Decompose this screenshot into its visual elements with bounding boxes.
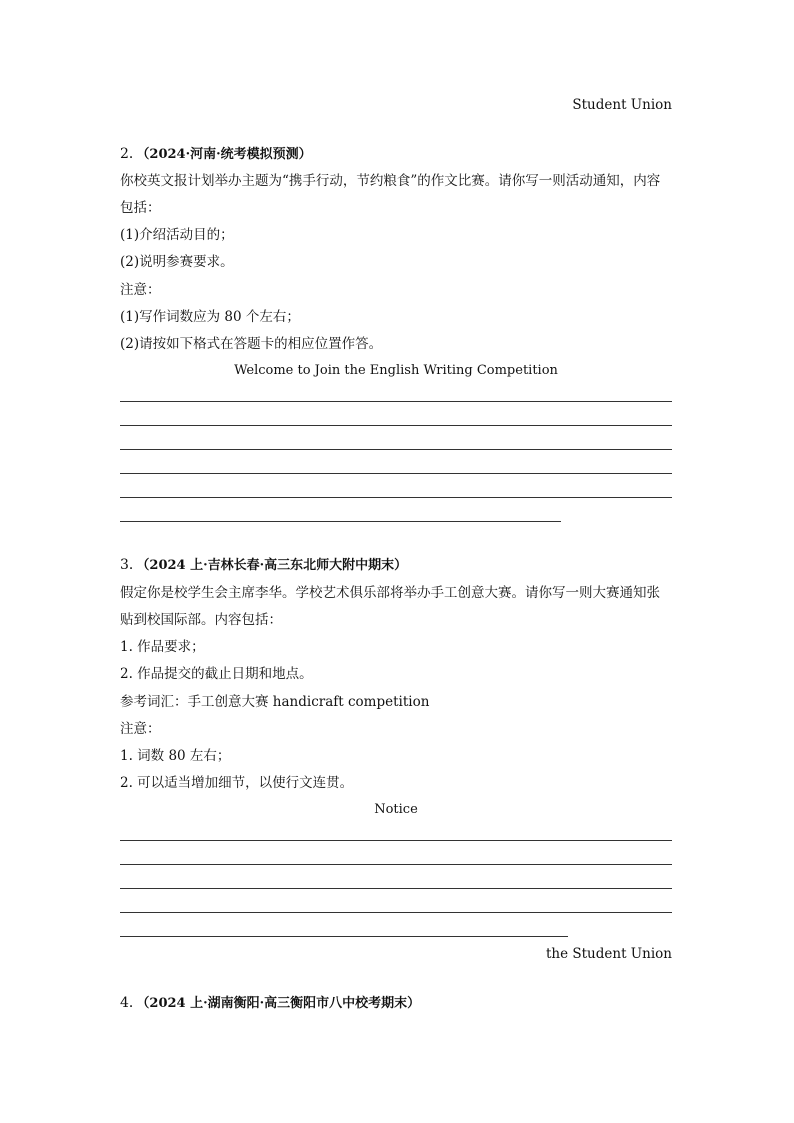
q2-item1: (1)介绍活动目的； (120, 227, 234, 243)
q3-source: （2024 上·吉林长春·高三东北师大附中期末） (142, 558, 408, 573)
q3-prompt-line2: 贴到校国际部。内容包括： (120, 612, 282, 628)
q3-signature: the Student Union (545, 946, 672, 962)
q3-title: Notice (374, 802, 418, 817)
q1-signature: Student Union (572, 97, 672, 113)
q2-note2: (2)请按如下格式在答题卡的相应位置作答。 (120, 336, 383, 352)
q2-prompt-line1: 你校英文报计划举办主题为“携手行动，节约粮食”的作文比赛。请你写一则活动通知，内容 (120, 173, 661, 189)
q3-item2: 2. 作品提交的截止日期和地点。 (120, 666, 313, 682)
q2-note-label: 注意： (120, 282, 161, 298)
q2-number: 2． (120, 146, 143, 162)
q3-item1: 1. 作品要求； (120, 639, 205, 655)
q4-number: 4． (120, 995, 143, 1011)
q3-note-label: 注意： (120, 721, 161, 737)
q2-source: （2024·河南·统考模拟预测） (142, 147, 312, 162)
q2-answer-line (120, 497, 672, 498)
q2-item2: (2)说明参赛要求。 (120, 254, 234, 270)
q3-answer-line (120, 936, 568, 937)
q3-answer-line (120, 912, 672, 913)
q2-heading (120, 146, 672, 162)
q2-answer-line (120, 473, 672, 474)
q2-title: Welcome to Join the English Writing Competition (234, 363, 558, 378)
q2-answer-line (120, 401, 672, 402)
q3-note2: 2. 可以适当增加细节，以使行文连贯。 (120, 775, 354, 791)
q3-prompt-line1: 假定你是校学生会主席李华。学校艺术俱乐部将举办手工创意大赛。请你写一则大赛通知张 (120, 585, 660, 601)
q3-note1: 1. 词数 80 左右； (120, 748, 231, 764)
q3-heading (120, 557, 672, 573)
q2-note1: (1)写作词数应为 80 个左右； (120, 309, 300, 325)
q3-number: 3． (120, 557, 143, 573)
q4-source: （2024 上·湖南衡阳·高三衡阳市八中校考期末） (142, 996, 421, 1011)
q2-answer-line (120, 521, 561, 522)
q4-heading (120, 995, 672, 1011)
q2-answer-line (120, 449, 672, 450)
q3-answer-line (120, 888, 672, 889)
q3-vocab: 参考词汇：手工创意大赛 handicraft competition (120, 694, 430, 710)
q3-answer-line (120, 864, 672, 865)
q3-answer-line (120, 840, 672, 841)
q2-answer-line (120, 425, 672, 426)
q2-prompt-line2: 包括： (120, 200, 161, 216)
